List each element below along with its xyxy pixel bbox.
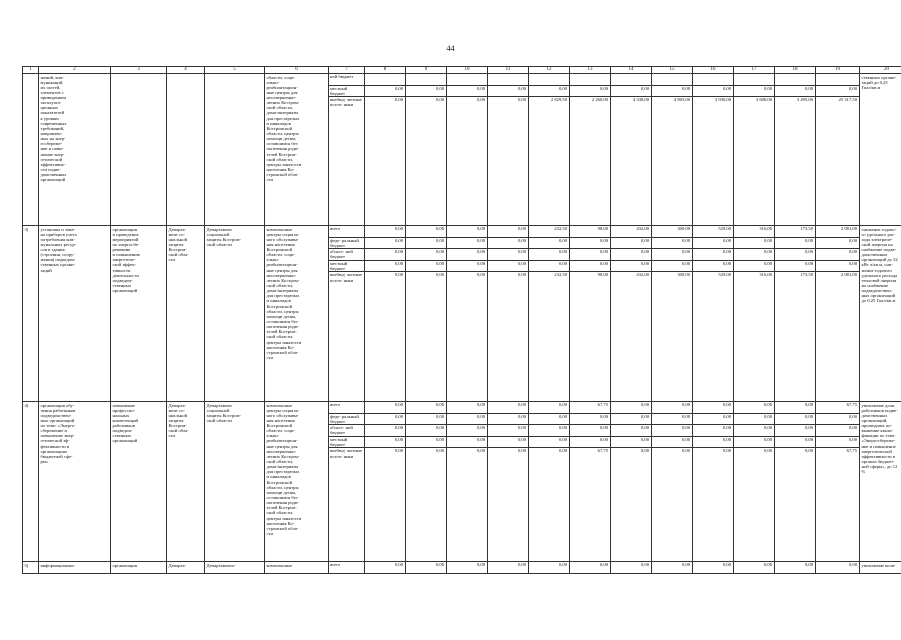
cell-c2: информационное: [39, 562, 111, 574]
amount: 0,00: [693, 402, 733, 414]
amount: 0,00: [734, 425, 774, 437]
cell-c1: 3): [23, 226, 39, 402]
amount: 232,50: [529, 226, 569, 238]
value-cell: [734, 74, 775, 226]
amount: 0,00: [365, 402, 405, 414]
amount: 67,75: [597, 448, 608, 454]
amount: 0,00: [570, 414, 610, 426]
page-number: 44: [446, 44, 455, 53]
value-cell: [611, 402, 652, 562]
amount: 0,00: [529, 249, 569, 261]
amount: 0,00: [611, 238, 651, 250]
amount: 0,00: [365, 86, 405, 98]
amount: 0,00: [447, 238, 487, 250]
value-cell: [365, 226, 406, 402]
value-cell: [734, 226, 775, 402]
value-cell: [529, 226, 570, 402]
value-cell: [406, 562, 447, 574]
value-cell: [693, 402, 734, 562]
amount: 0,00: [722, 562, 731, 567]
column-number: 3: [111, 67, 167, 74]
cell-c1: [23, 74, 39, 226]
amount: [734, 74, 774, 86]
cell-c1: 5): [23, 562, 39, 574]
column-number: 18: [775, 67, 816, 74]
value-cell: [529, 74, 570, 226]
amount: 0,00: [570, 238, 610, 250]
amount: 0,00: [652, 437, 692, 449]
amount: 4 338,00: [632, 97, 649, 103]
amount: 0,00: [435, 448, 444, 454]
amount: 2 081,00: [840, 272, 857, 278]
amount: 2 829,50: [550, 97, 567, 103]
amount: 0,00: [406, 86, 446, 98]
amount: 316,00: [759, 272, 772, 278]
amount: 0,00: [570, 437, 610, 449]
value-cell: [693, 74, 734, 226]
amount: 0,00: [365, 437, 405, 449]
amount: 432,00: [611, 226, 651, 238]
funding-source-cell: [329, 562, 365, 574]
value-cell: [406, 402, 447, 562]
amount: 0,00: [365, 226, 405, 238]
cell-c6: комплексные центры социаль- ного обслужива- ния населения Костромской области, соци- ально- реабилитацион- ные центры для несовершенно- летних Костром- ской области, дома-интернаты для престарелых и инвалидов Костромской области, центры помощи детям, оставшимся без попечения роди- телей Костром- ской области, центры занятости населения Ко- стромской обла- сти: [265, 226, 329, 402]
amount: 0,00: [652, 425, 692, 437]
amount: 0,00: [476, 272, 485, 278]
cell-c5: Департамент социальной защиты Костром- ской области: [205, 226, 265, 402]
funding-source: феде- ральный бюджет: [329, 238, 364, 250]
cell-c5: Департамент социальной защиты Костром- ской области: [205, 402, 265, 562]
amount: 0,00: [693, 437, 733, 449]
column-number: 11: [488, 67, 529, 74]
amount: 0,00: [734, 249, 774, 261]
amount: 0,00: [488, 425, 528, 437]
expected-result: ственных органи- заций до 0,25 Гкал/кв.м: [860, 74, 901, 226]
amount: 0,00: [529, 86, 569, 98]
cell-c2: жений, ком- муникаций, их частей, элементов с приведением эксплуата- ционных показателей к уровню современных требований, направлен- ных на энер- госбереже- ние и повы- шение энер- гетической эффективно- сти подве- домственных организаций: [39, 74, 111, 226]
funding-source: ной бюджет: [329, 74, 364, 86]
amount: 0,00: [435, 562, 444, 567]
amount: 0,00: [476, 562, 485, 567]
value-cell: [775, 74, 816, 226]
amount: 98,00: [570, 226, 610, 238]
amount: 0,00: [652, 402, 692, 414]
amount: 0,00: [529, 261, 569, 273]
value-cell: [816, 74, 860, 226]
amount: [365, 74, 405, 86]
cell-c4: Департа- мент со- циальной защиты Костром- ской обла- сти: [167, 226, 205, 402]
column-number: 4: [167, 67, 205, 74]
expected-result: снижение годово- го удельного рас- хода электриче- ской энергии на снабжение подве- домственных организаций до 52 кВт ч/кв.м, сни- жение годового удельного расхода тепловой энергии на снабжение подведомствен- ных организаций до 0,25 Гкал/кв.м: [860, 226, 901, 402]
amount: 0,00: [611, 86, 651, 98]
amount: 0,00: [816, 425, 859, 437]
amount: 173,50: [800, 272, 813, 278]
amount: 0,00: [652, 238, 692, 250]
amount: 0,00: [488, 238, 528, 250]
value-cell: [365, 74, 406, 226]
amount: 0,00: [816, 437, 859, 449]
amount: 300,00: [652, 226, 692, 238]
value-cell: [775, 226, 816, 402]
column-number: 6: [265, 67, 329, 74]
amount: 0,00: [775, 86, 815, 98]
column-number: 12: [529, 67, 570, 74]
amount: 0,00: [775, 261, 815, 273]
amount: 0,00: [734, 238, 774, 250]
amount: 0,00: [365, 238, 405, 250]
value-cell: [488, 402, 529, 562]
cell-c4: Департа-: [167, 562, 205, 574]
funding-source-cell: [329, 74, 365, 226]
amount: 25 317,50: [838, 97, 857, 103]
amount: 67,75: [846, 448, 857, 454]
amount: 0,00: [775, 414, 815, 426]
value-cell: [488, 226, 529, 402]
amount: 0,00: [365, 261, 405, 273]
amount: 0,00: [447, 86, 487, 98]
funding-source: местный бюджет: [329, 437, 364, 449]
amount: [406, 74, 446, 86]
amount: 98,00: [597, 272, 608, 278]
funding-source: местный бюджет: [329, 261, 364, 273]
amount: 0,00: [775, 249, 815, 261]
value-cell: [652, 226, 693, 402]
value-cell: [529, 562, 570, 574]
amount: 0,00: [693, 425, 733, 437]
column-number: 7: [329, 67, 365, 74]
column-number-row: [23, 67, 901, 74]
amount: [775, 74, 815, 86]
amount: [611, 74, 651, 86]
value-cell: [734, 562, 775, 574]
amount: 0,00: [529, 437, 569, 449]
cell-c4: Департа- мент со- циальной защиты Костром- ской обла- сти: [167, 402, 205, 562]
cell-c2: организация обу- чения работников подведомствен- ных организаций по теме: «Энерго- сбережение и повышение энер- гетической эф- фективности в организациях бюджетной сфе- ры»: [39, 402, 111, 562]
amount: 232,50: [554, 272, 567, 278]
cell-c3: организация и проведение мероприятий по энергосбе- режению и повышению энергетиче- ской эффек- тивности деятельности подведом- ственных организаций: [111, 226, 167, 402]
amount: 0,00: [406, 238, 446, 250]
amount: 0,00: [406, 414, 446, 426]
expected-result: увеличение коли-: [860, 562, 901, 574]
amount: 0,00: [447, 437, 487, 449]
amount: 0,00: [406, 226, 446, 238]
funding-source-cell: [329, 402, 365, 562]
amount: 0,00: [611, 414, 651, 426]
amount: [652, 74, 692, 86]
amount: 0,00: [681, 562, 690, 567]
expected-result: увеличение доли работников подве- домственных организаций, прошедших по- вышение квали- фикации по теме «Энергосбереже- ние и повышение энергетической эффективности в органах бюджет- ной сферы», до 12 %: [860, 402, 901, 562]
amount: 0,00: [406, 249, 446, 261]
amount: 0,00: [529, 402, 569, 414]
column-number: 2: [39, 67, 111, 74]
funding-source: област- ной бюджет: [329, 249, 364, 261]
value-cell: [529, 402, 570, 562]
amount: [693, 74, 733, 86]
amount: 0,00: [611, 249, 651, 261]
amount: 0,00: [558, 448, 567, 454]
amount: 0,00: [681, 448, 690, 454]
value-cell: [734, 402, 775, 562]
column-number: 17: [734, 67, 775, 74]
amount: [488, 74, 528, 86]
value-cell: [488, 74, 529, 226]
amount: 0,00: [447, 261, 487, 273]
amount: 0,00: [529, 238, 569, 250]
value-cell: [570, 562, 611, 574]
amount: 0,00: [394, 448, 403, 454]
amount: 0,00: [611, 437, 651, 449]
column-number: 13: [570, 67, 611, 74]
cell-c5: Департамента-: [205, 562, 265, 574]
value-cell: [570, 402, 611, 562]
amount: 0,00: [447, 425, 487, 437]
amount: 0,00: [611, 261, 651, 273]
program-table: [22, 66, 901, 574]
cell-c2: установка и заме- на приборов учета потребления ком- мунальных ресур- сов в здания (строения, соору- жения) подведом- ственных органи- заций: [39, 226, 111, 402]
amount: 0,00: [652, 249, 692, 261]
amount: [816, 74, 859, 86]
amount: 0,00: [693, 261, 733, 273]
amount: 0,00: [365, 414, 405, 426]
amount: 0,00: [763, 448, 772, 454]
amount: 0,00: [848, 562, 857, 567]
amount: 0,00: [447, 226, 487, 238]
amount: 0,00: [517, 97, 526, 103]
amount: 0,00: [488, 226, 528, 238]
amount: 0,00: [611, 425, 651, 437]
amount: 0,00: [599, 562, 608, 567]
table-row: [23, 74, 901, 226]
amount: 2 260,00: [591, 97, 608, 103]
value-cell: [816, 562, 860, 574]
amount: 0,00: [816, 414, 859, 426]
cell-c5: [205, 74, 265, 226]
amount: 0,00: [816, 249, 859, 261]
amount: 0,00: [435, 97, 444, 103]
column-number: 20: [860, 67, 901, 74]
table-row: [23, 226, 901, 402]
amount: 0,00: [570, 249, 610, 261]
amount: 0,00: [734, 86, 774, 98]
funding-source: всего: [329, 226, 364, 238]
funding-source-cell: [329, 226, 365, 402]
amount: 0,00: [406, 402, 446, 414]
amount: 0,00: [652, 86, 692, 98]
amount: 0,00: [570, 425, 610, 437]
value-cell: [652, 74, 693, 226]
cell-c3: [111, 74, 167, 226]
amount: 0,00: [488, 402, 528, 414]
table-row: [23, 562, 901, 574]
amount: 300,00: [677, 272, 690, 278]
amount: 67,75: [816, 402, 859, 414]
amount: 0,00: [722, 448, 731, 454]
amount: 0,00: [734, 261, 774, 273]
funding-source: внебюд- жетные источ- ники: [330, 448, 362, 459]
value-cell: [775, 402, 816, 562]
amount: 0,00: [734, 414, 774, 426]
value-cell: [447, 74, 488, 226]
amount: 0,00: [611, 402, 651, 414]
funding-source: местный бюджет: [329, 86, 364, 98]
cell-c4: [167, 74, 205, 226]
amount: 0,00: [775, 437, 815, 449]
column-number: 16: [693, 67, 734, 74]
amount: 0,00: [365, 249, 405, 261]
amount: 0,00: [517, 562, 526, 567]
amount: [570, 74, 610, 86]
funding-source: феде- ральный бюджет: [329, 414, 364, 426]
amount: 0,00: [816, 261, 859, 273]
cell-c3: организация: [111, 562, 167, 574]
amount: 0,00: [529, 414, 569, 426]
amount: 0,00: [447, 249, 487, 261]
value-cell: [816, 226, 860, 402]
table-row: [23, 402, 901, 562]
amount: 0,00: [652, 261, 692, 273]
value-cell: [652, 562, 693, 574]
value-cell: [611, 562, 652, 574]
column-number: 10: [447, 67, 488, 74]
value-cell: [447, 226, 488, 402]
value-cell: [693, 562, 734, 574]
amount: 0,00: [394, 97, 403, 103]
amount: 0,00: [488, 86, 528, 98]
amount: 0,00: [558, 562, 567, 567]
amount: 0,00: [816, 86, 859, 98]
funding-source: внебюд- жетные источ- ники: [330, 272, 362, 283]
value-cell: [693, 226, 734, 402]
amount: 0,00: [435, 272, 444, 278]
amount: 0,00: [447, 414, 487, 426]
amount: 0,00: [775, 425, 815, 437]
amount: 0,00: [365, 425, 405, 437]
amount: 3 930,00: [714, 97, 731, 103]
column-number: 1: [23, 67, 39, 74]
value-cell: [570, 226, 611, 402]
amount: 529,00: [718, 272, 731, 278]
amount: 0,00: [734, 437, 774, 449]
amount: 0,00: [693, 414, 733, 426]
value-cell: [488, 562, 529, 574]
value-cell: [611, 226, 652, 402]
amount: 0,00: [693, 238, 733, 250]
amount: 0,00: [804, 562, 813, 567]
cell-c6: комплексные центры социаль- ного обслужива- ния населения Костромской области, соци- ально- реабилитацион- ные центры для несовершенно- летних Костром- ской области, дома-интернаты для престарелых и инвалидов Костромской области, центры помощи детям, оставшимся без попечения роди- телей Костром- ской области, центры занятости населения Ко- стромской обла- сти: [265, 402, 329, 562]
amount: 0,00: [488, 437, 528, 449]
value-cell: [570, 74, 611, 226]
value-cell: [652, 402, 693, 562]
amount: 0,00: [652, 414, 692, 426]
amount: 0,00: [775, 238, 815, 250]
column-number: 14: [611, 67, 652, 74]
amount: 0,00: [488, 261, 528, 273]
amount: 0,00: [804, 448, 813, 454]
cell-c1: 4): [23, 402, 39, 562]
amount: 432,00: [636, 272, 649, 278]
value-cell: [611, 74, 652, 226]
amount: 0,00: [775, 402, 815, 414]
amount: 0,00: [517, 272, 526, 278]
amount: 3 495,00: [796, 97, 813, 103]
amount: 316,00: [734, 226, 774, 238]
value-cell: [406, 226, 447, 402]
amount: 0,00: [488, 414, 528, 426]
funding-source: всего: [329, 402, 364, 414]
amount: [447, 74, 487, 86]
cell-c6: комплексные: [265, 562, 329, 574]
amount: 0,00: [406, 437, 446, 449]
amount: 0,00: [640, 448, 649, 454]
amount: 0,00: [394, 562, 403, 567]
amount: 0,00: [517, 448, 526, 454]
amount: 0,00: [734, 402, 774, 414]
amount: [529, 74, 569, 86]
amount: 4 865,00: [673, 97, 690, 103]
value-cell: [447, 402, 488, 562]
amount: 0,00: [640, 562, 649, 567]
funding-source: внебюд- жетные источ- ники: [330, 97, 362, 108]
amount: 173,50: [775, 226, 815, 238]
amount: 0,00: [816, 238, 859, 250]
amount: 0,00: [570, 261, 610, 273]
value-cell: [365, 402, 406, 562]
column-number: 19: [816, 67, 860, 74]
funding-source: област- ной бюджет: [329, 425, 364, 437]
value-cell: [447, 562, 488, 574]
column-number: 15: [652, 67, 693, 74]
amount: 0,00: [406, 261, 446, 273]
amount: 0,00: [394, 272, 403, 278]
amount: 0,00: [476, 97, 485, 103]
cell-c3: повышение профессио- нальных компетенций работников подведом- ственных организаций: [111, 402, 167, 562]
column-number: 8: [365, 67, 406, 74]
funding-source: всего: [330, 562, 341, 567]
column-number: 5: [205, 67, 265, 74]
amount: 3 600,00: [755, 97, 772, 103]
value-cell: [775, 562, 816, 574]
amount: 0,00: [406, 425, 446, 437]
amount: 0,00: [693, 249, 733, 261]
amount: 0,00: [693, 86, 733, 98]
value-cell: [365, 562, 406, 574]
amount: 0,00: [529, 425, 569, 437]
value-cell: [406, 74, 447, 226]
amount: 0,00: [447, 402, 487, 414]
column-number: 9: [406, 67, 447, 74]
amount: 2 081,00: [816, 226, 859, 238]
amount: 67,75: [570, 402, 610, 414]
amount: 0,00: [763, 562, 772, 567]
amount: 0,00: [488, 249, 528, 261]
amount: 0,00: [476, 448, 485, 454]
amount: 529,00: [693, 226, 733, 238]
value-cell: [816, 402, 860, 562]
cell-c6: области, соци- ально- реабилитацион- ные центры для несовершенно- летних Костром- ской области, дома-интернаты для престарелых и инвалидов Костромской области, центры помощи детям, оставшимся без попечения роди- телей Костром- ской области, центры занятости населения Ко- стромской обла- сти: [265, 74, 329, 226]
amount: 0,00: [570, 86, 610, 98]
